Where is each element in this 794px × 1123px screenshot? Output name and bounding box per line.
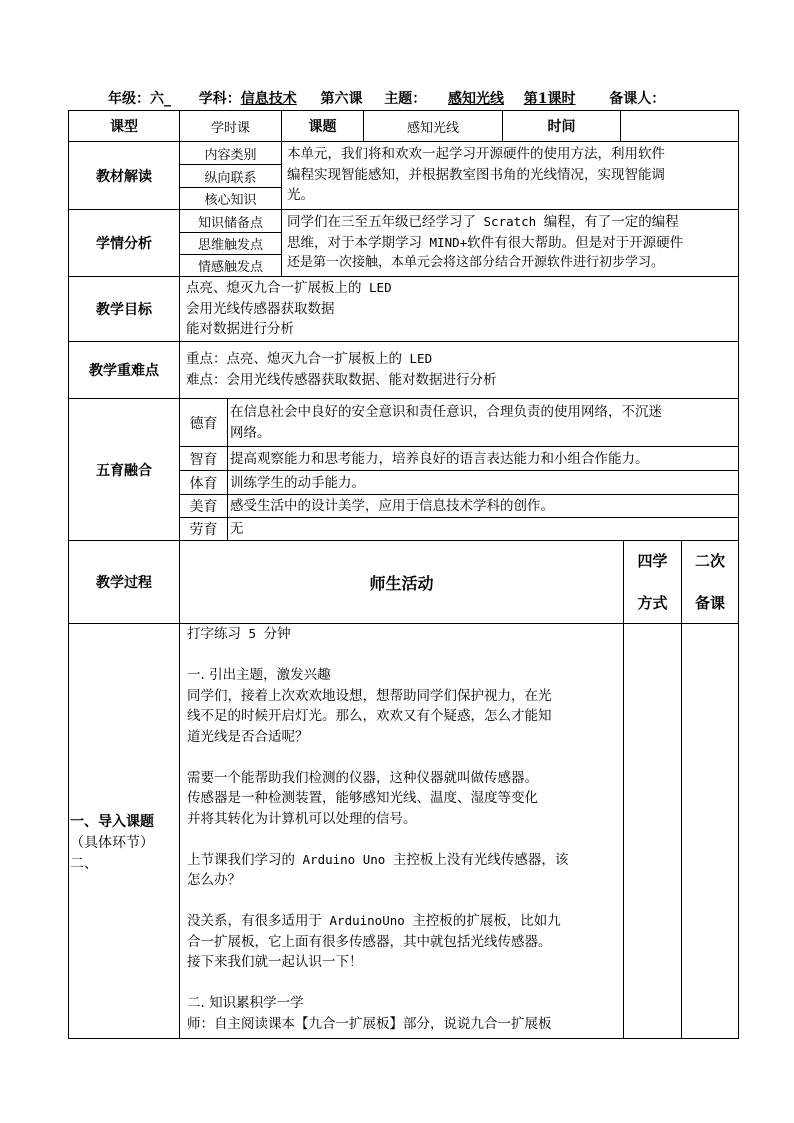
- grade-blank: _: [164, 91, 171, 107]
- code-run: 5: [241, 626, 264, 641]
- five-item-intellectual-text: 提高观察能力和思考能力，培养良好的语言表达能力和小组合作能力。: [230, 451, 649, 467]
- text-line: 还是第一次接触，本单元会将这部分结合开源软件进行初步学习。: [287, 255, 665, 270]
- text-line: 在信息社会中良好的安全意识和责任意识，合理负责的使用网络，不沉迷: [230, 404, 662, 420]
- keypoints-text: [186, 349, 736, 390]
- text-line: [187, 911, 621, 932]
- five-item-aesthetic: 美育: [189, 499, 218, 515]
- learners-sub-thinking: 思维触发点: [197, 238, 263, 253]
- five-item-physical: 体育: [189, 475, 218, 492]
- course-type-value: 学时课: [210, 120, 250, 136]
- text-line: 光。: [287, 187, 314, 203]
- text-run: 分钟: [263, 626, 291, 642]
- text-run: 主控板上没有光线传感器，该: [392, 851, 569, 868]
- stage-subtitle: （具体环节）: [70, 835, 154, 851]
- text-run: 打字练习: [187, 626, 241, 642]
- text-line: [186, 349, 736, 370]
- text-line: 并将其转化为计算机可以处理的信号。: [187, 810, 417, 827]
- course-type-label: 课型: [110, 119, 138, 135]
- text-line: [287, 212, 747, 233]
- lesson-number: 第六课: [320, 91, 363, 107]
- text-run: 思维，对于本学期学习: [287, 234, 422, 251]
- text-line: 难点：会用光线传感器获取数据、能对数据进行分析: [186, 371, 497, 388]
- code-run: ArduinoUno: [322, 913, 413, 928]
- second-prep-heading-line: 二次: [694, 552, 725, 570]
- five-item-moral: 德育: [189, 415, 218, 432]
- text-line: 传感器是一种检测装置，能够感知光线、温度、湿度等变化: [187, 790, 538, 806]
- text-run: 编程，有了一定的编程: [543, 214, 679, 230]
- text-line: [187, 624, 621, 645]
- goals-label: 教学目标: [96, 302, 152, 318]
- stage-next: 二、: [70, 856, 98, 872]
- text-line: 师：自主阅读课本【九合一扩展板】部分，说说九合一扩展板: [187, 1015, 552, 1032]
- materials-text: [287, 144, 739, 206]
- method-heading-line: 方式: [637, 594, 668, 612]
- materials-sub-core-knowledge: 核心知识: [204, 193, 257, 208]
- text-line: 编程实现智能感知，并根据教室图书角的光线情况，实现智能调: [287, 166, 665, 183]
- text-line: 道光线是否合适呢？: [187, 728, 309, 745]
- method-heading: [624, 540, 681, 624]
- title-value: 感知光线: [406, 120, 459, 136]
- materials-sub-vertical-link: 纵向联系: [204, 170, 257, 186]
- text-run: 点亮、熄灭九合一扩展板上的: [186, 280, 362, 296]
- five-item-physical-text: 训练学生的动手能力。: [230, 475, 365, 491]
- table-border-bottom: [68, 1038, 739, 1039]
- text-line: [287, 233, 747, 254]
- five-item-intellectual: 智育: [189, 451, 218, 468]
- col-line: [227, 398, 228, 540]
- section-heading: 一. 引出主题，激发兴趣: [187, 667, 331, 683]
- five-item-labor: 劳育: [189, 522, 218, 538]
- text-line: 线不足的时候开启灯光。那么，欢欢又有个疑惑，怎么才能知: [187, 708, 552, 724]
- subrow-line: [179, 446, 739, 447]
- five-item-labor-text: 无: [230, 521, 244, 537]
- second-prep-heading: [682, 540, 738, 624]
- subrow-line: [179, 517, 739, 518]
- section-heading: 二. 知识累积学一学: [187, 995, 304, 1011]
- page-header: [108, 88, 748, 110]
- subject-value: 信息技术: [240, 91, 297, 107]
- code-run: MIND+: [422, 234, 468, 250]
- text-line: 合一扩展板，它上面有很多传感器，其中就包括光线传感器。: [187, 933, 552, 950]
- process-stage-column: [70, 812, 178, 875]
- text-run: 软件有很大帮助。但是对于开源硬件: [467, 234, 684, 251]
- keypoints-label: 教学重难点: [89, 363, 159, 379]
- grade-label: 年级：六: [108, 91, 164, 107]
- five-education-label: 五育融合: [96, 462, 152, 479]
- subject-label: 学科：: [198, 91, 241, 107]
- text-run: 主控板的扩展板，比如九: [412, 913, 561, 929]
- period: 第1课时: [523, 91, 576, 107]
- code-run: LED: [402, 351, 433, 366]
- materials-sub-content-type: 内容类别: [204, 147, 257, 163]
- code-run: LED: [361, 280, 392, 295]
- time-label: 时间: [547, 119, 576, 135]
- activity-heading: 师生活动: [369, 573, 434, 593]
- five-item-aesthetic-text: 感受生活中的设计美学，应用于信息技术学科的创作。: [230, 498, 554, 514]
- goals-text: [186, 278, 736, 340]
- text-run: 没关系，有很多适用于: [187, 913, 322, 929]
- text-line: 能对数据进行分析: [186, 321, 294, 337]
- activity-body: [187, 624, 621, 1034]
- learners-text: [287, 212, 747, 274]
- topic-value: 感知光线: [448, 91, 504, 107]
- method-heading-line: 四学: [637, 552, 668, 570]
- learners-label: 学情分析: [96, 236, 152, 252]
- topic-label: 主题：: [384, 91, 427, 107]
- text-line: 同学们，接着上次欢欢地设想，想帮助同学们保护视力，在光: [187, 687, 552, 704]
- text-line: 网络。: [230, 424, 271, 441]
- text-line: 会用光线传感器获取数据: [186, 300, 335, 317]
- text-line: 怎么办？: [187, 872, 241, 888]
- text-line: 需要一个能帮助我们检测的仪器，这种仪器就叫做传感器。: [187, 769, 538, 786]
- materials-label: 教材解读: [96, 168, 152, 185]
- text-line: [187, 850, 621, 871]
- text-run: 重点：点亮、熄灭九合一扩展板上的: [186, 351, 402, 367]
- learners-sub-knowledge: 知识储备点: [197, 215, 263, 231]
- five-item-moral-text: [230, 402, 738, 443]
- title-label: 课题: [308, 119, 337, 135]
- subrow-line: [179, 494, 739, 495]
- second-prep-heading-line: 备课: [694, 594, 725, 612]
- text-line: 本单元，我们将和欢欢一起学习开源硬件的使用方法，利用软件: [287, 146, 665, 162]
- learners-sub-emotion: 情感触发点: [197, 260, 263, 275]
- stage-title: 一、导入课题: [70, 814, 154, 830]
- preparer-label: 备课人：: [609, 91, 666, 107]
- subrow-line: [179, 470, 739, 471]
- text-line: 接下来我们就一起认识一下！: [187, 954, 363, 970]
- code-run: Scratch: [476, 214, 544, 229]
- text-run: 上节课我们学习的: [187, 851, 295, 868]
- text-run: 同学们在三至五年级已经学习了: [287, 214, 476, 230]
- process-label: 教学过程: [96, 575, 152, 591]
- code-run: Arduino Uno: [295, 851, 393, 867]
- text-line: [186, 278, 736, 299]
- time-value: [621, 111, 738, 141]
